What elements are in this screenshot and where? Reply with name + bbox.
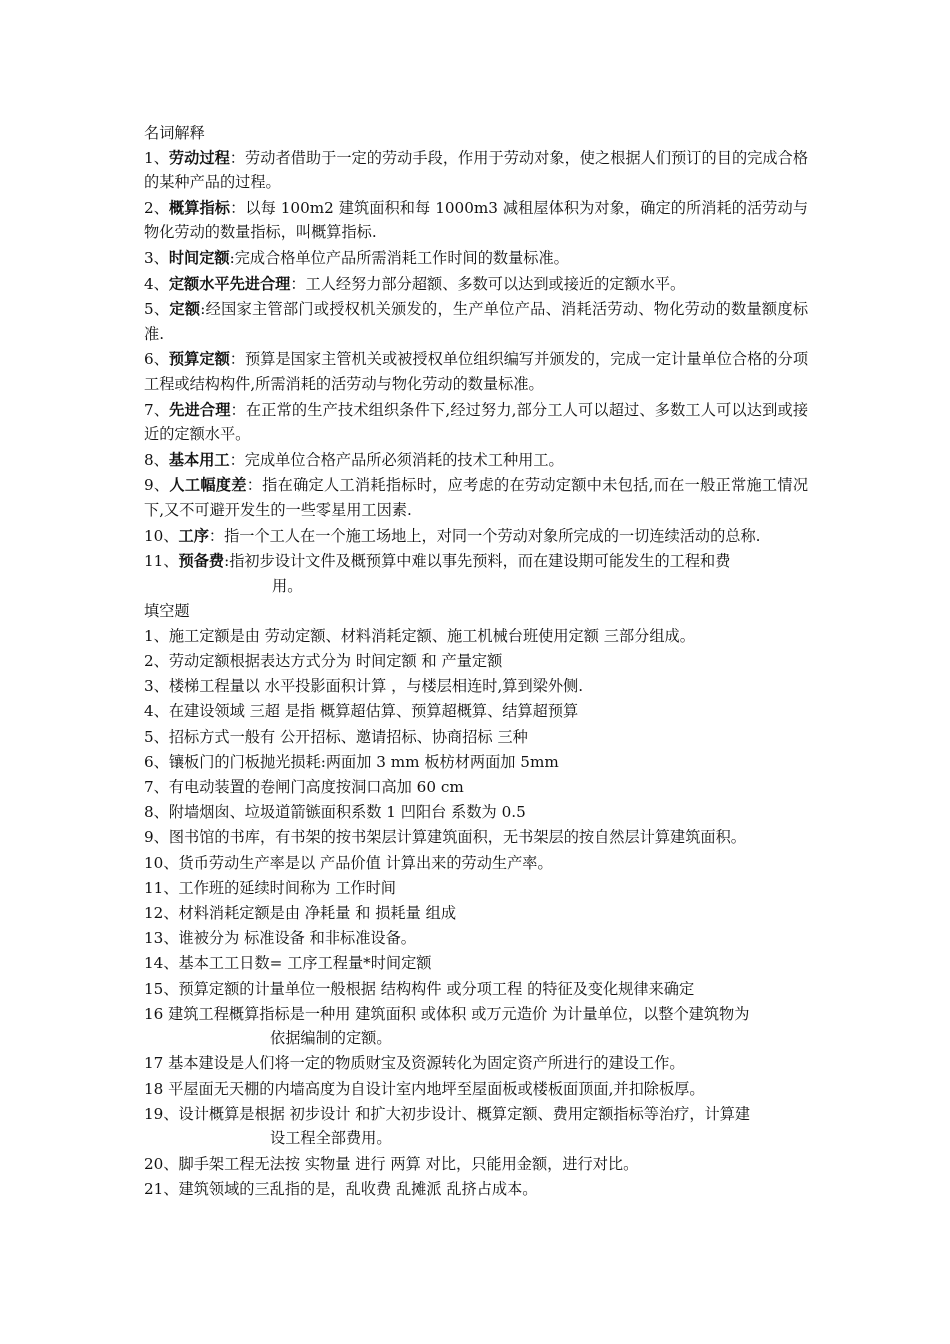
fill-item-7: 7、有电动装置的卷闸门高度按洞口高加 60 cm	[144, 778, 464, 796]
fill-item-1: 1、施工定额是由 劳动定额、材料消耗定额、施工机械台班使用定额 三部分组成。	[144, 626, 695, 645]
definition-num: 7、	[144, 400, 170, 419]
fill-item-9: 9、图书馆的书库，有书架的按书架层计算建筑面积，无书架层的按自然层计算建筑面积。	[144, 828, 746, 847]
section-heading-fill-in: 填空题	[144, 602, 190, 621]
fill-item-16: 16 建筑工程概算指标是一种用 建筑面积 或体积 或万元造价 为计量单位，以整个建筑物为 依据编制的定额。	[144, 1004, 750, 1048]
fill-item-20: 20、脚手架工程无法按 实物量 进行 两算 对比，只能用金额，进行对比。	[144, 1154, 639, 1173]
definition-text: 劳动者借助于一定的劳动手段，作用于劳动对象，使之根据人们预订的目的完成合格的某种产品的过程。	[144, 148, 809, 192]
definition-item-6	[144, 347, 808, 396]
definition-item-10	[144, 524, 808, 549]
definition-num: 1、	[144, 148, 169, 167]
definition-item-1	[144, 146, 808, 195]
definition-sep: :	[200, 300, 206, 319]
definition-item-7	[144, 398, 808, 447]
fill-item-3: 3、楼梯工程量以 水平投影面积计算 ，与楼层相连时,算到梁外侧.	[144, 677, 584, 696]
fill-item-12: 12、材料消耗定额是由 净耗量 和 损耗量 组成	[144, 903, 457, 922]
fill-item-2: 2、劳动定额根据表达方式分为 时间定额 和 产量定额	[144, 652, 503, 671]
fill-item-14: 14、基本工工日数= 工序工程量*时间定额	[144, 954, 432, 973]
definition-term: 预算定额	[168, 350, 230, 369]
definition-text: 经国家主管部门或授权机关颁发的，生产单位产品、消耗活劳动、物化劳动的数量额度标准.	[144, 300, 809, 343]
definition-item-5	[144, 297, 808, 346]
definition-sep: ：	[246, 476, 263, 495]
fill-item-15: 15、预算定额的计量单位一般根据 结构构件 或分项工程 的特征及变化规律来确定	[144, 979, 695, 998]
fill-item-5: 5、招标方式一般有 公开招标、邀请招标、协商招标 三种	[144, 727, 528, 746]
definition-text: 完成单位合格产品所必须消耗的技术工种用工。	[244, 450, 564, 469]
definition-sep: ：	[208, 526, 225, 545]
fill-item-19: 19、设计概算是根据 初步设计 和扩大初步设计、概算定额、费用定额指标等治疗，计算建 设工程全部费用。	[144, 1104, 751, 1148]
definition-term: 基本用工	[168, 450, 230, 469]
definition-sep: ：	[290, 274, 306, 293]
definition-num: 3、	[144, 248, 169, 267]
fill-item-17: 17 基本建设是人们将一定的物质财宝及资源转化为固定资产所进行的建设工作。	[144, 1054, 685, 1073]
definition-item-9	[144, 473, 808, 522]
definition-num: 6、	[144, 350, 169, 369]
definition-sep: ：	[229, 450, 245, 469]
fill-item-8: 8、附墙烟囱、垃圾道箭镞面积系数 1 凹阳台 系数为 0.5	[144, 803, 526, 822]
definition-item-2	[144, 196, 808, 245]
definition-num: 9、	[144, 476, 170, 495]
definition-num: 2、	[144, 198, 170, 217]
fill-item-11: 11、工作班的延续时间称为 工作时间	[144, 878, 396, 897]
definition-text: 指在确定人工消耗指标时，应考虑的在劳动定额中未包括,而在一般正常施工情况下,又不可避开发生的一些零星用工因素.	[144, 476, 809, 519]
definition-text: 预算是国家主管机关或被授权单位组织编写并颁发的，完成一定计量单位合格的分项工程或结构构件,所需消耗的活劳动与物化劳动的数量标准。	[144, 350, 809, 393]
definition-term: 先进合理	[169, 400, 231, 419]
definition-term: 定额水平先进合理	[168, 274, 291, 293]
definition-text: 指一个工人在一个施工场地上，对同一个劳动对象所完成的一切连续活动的总称.	[224, 526, 761, 545]
definition-text: 工人经努力部分超额、多数可以达到或接近的定额水平。	[305, 274, 686, 293]
definition-item-3	[144, 246, 808, 271]
definition-term: 人工幅度差	[169, 476, 247, 495]
definition-item-11: 11、预备费:指初步设计文件及概预算中难以事先预料，而在建设期可能发生的工程和费 用。	[144, 552, 731, 595]
fill-item-4: 4、在建设领域 三超 是指 概算超估算、预算超概算、结算超预算	[144, 702, 579, 721]
definition-term: 定额	[169, 300, 201, 319]
definition-sep: :	[229, 248, 235, 267]
fill-item-13: 13、谁被分为 标准设备 和非标准设备。	[144, 929, 416, 948]
definitions-list	[144, 146, 808, 549]
fill-item-18: 18 平屋面无天棚的内墙高度为自设计室内地坪至屋面板或楼板面顶面,并扣除板厚。	[144, 1079, 705, 1098]
document-page	[144, 121, 808, 1202]
fill-in-list	[144, 624, 808, 1001]
definition-sep: ：	[230, 400, 246, 419]
definition-sep: ：	[229, 350, 246, 369]
definition-num: 4、	[144, 274, 169, 293]
definition-text: 完成合格单位产品所需消耗工作时间的数量标准。	[234, 248, 569, 267]
definition-item-4	[144, 272, 808, 297]
definition-term: 时间定额	[168, 248, 230, 267]
definition-term: 劳动过程	[168, 148, 230, 167]
definition-text: 在正常的生产技术组织条件下,经过努力,部分工人可以超过、多数工人可以达到或接近的定额水平。	[144, 400, 809, 444]
fill-item-6: 6、镶板门的门板抛光损耗:两面加 3 mm 板枋材两面加 5mm	[144, 752, 559, 771]
section-heading-definitions: 名词解释	[144, 124, 205, 142]
definition-sep: ：	[229, 148, 246, 167]
fill-item-10: 10、货币劳动生产率是以 产品价值 计算出来的劳动生产率。	[144, 853, 553, 872]
definition-term: 概算指标	[169, 198, 231, 217]
definition-term: 工序	[178, 526, 209, 545]
definition-num: 8、	[144, 450, 169, 469]
definition-num: 5、	[144, 300, 170, 319]
definition-item-8	[144, 448, 808, 473]
definition-num: 10、	[144, 526, 179, 545]
definition-sep: ：	[230, 198, 246, 217]
definition-text: 以每 100m2 建筑面积和每 1000m3 减租屋体积为对象，确定的所消耗的活劳动与物化劳动的数量指标，叫概算指标.	[144, 198, 809, 242]
fill-item-21: 21、建筑领域的三乱指的是，乱收费 乱摊派 乱挤占成本。	[144, 1179, 538, 1198]
